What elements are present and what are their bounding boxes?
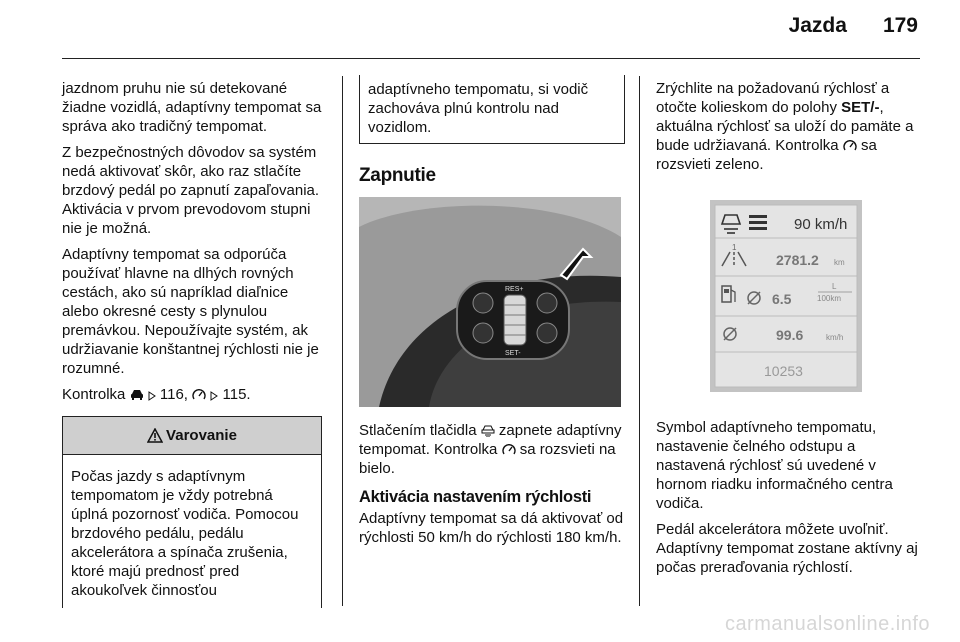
chapter-title: Jazda xyxy=(788,14,847,37)
warning-box-continued: adaptívneho tempomatu, si vodič zachováva plnú kontrolu nad vozidlom. xyxy=(359,75,625,144)
page-header xyxy=(789,14,918,38)
watermark: carmanualsonline.info xyxy=(724,613,930,635)
paragraph: Z bezpečnostných dôvodov sa systém nedá aktivovať skôr, ako raz stlačíte brzdový pedál po zapnutí zapaľovania. Aktivácia v prvom prevodovom stupni nie je možná. xyxy=(62,144,320,237)
warning-triangle-icon xyxy=(147,428,163,443)
paragraph: Zrýchlite na požadovanú rýchlosť a otočte kolieskom do polohy SET/-, aktuálna rýchlosť sa uloží do pamäte a bude udržiavaná. Kontrolka sa rozsvieti zeleno. xyxy=(656,80,914,173)
column-2 xyxy=(359,75,624,554)
indicator-reference: Kontrolka 116, 115. xyxy=(62,386,251,403)
odometer-value: 10253 xyxy=(764,363,803,379)
trip-distance-unit: km xyxy=(834,258,845,267)
average-speed-unit: km/h xyxy=(826,333,844,342)
set-speed-value: 90 km/h xyxy=(794,216,848,233)
section-heading: Aktivácia nastavením rýchlosti xyxy=(359,488,592,506)
paragraph: Stlačením tlačidla zapnete adaptívny tempomat. Kontrolka sa rozsvieti na bielo. xyxy=(359,422,622,477)
paragraph: Pedál akcelerátora môžete uvoľniť. Adaptívny tempomat zostane aktívny aj počas preraďovania rýchlostí. xyxy=(656,521,918,576)
warning-box xyxy=(62,416,322,608)
column-3 xyxy=(656,79,922,584)
page-ref-arrow-icon xyxy=(148,391,156,401)
column-divider-1 xyxy=(342,76,343,606)
set-label: SET- xyxy=(505,350,521,357)
paragraph: jazdnom pruhu nie sú detekované žiadne vozidlá, adaptívny tempomat sa správa ako tradičný tempomat. xyxy=(62,80,322,135)
paragraph: Symbol adaptívneho tempomatu, nastavenie čelného odstupu a nastavená rýchlosť sú uvedené v hornom riadku informačného centra vodiča. xyxy=(656,419,893,512)
warning-header: Varovanie xyxy=(63,417,321,455)
trip-distance: 2781.2 xyxy=(776,252,819,268)
average-speed: 99.6 xyxy=(776,327,804,343)
warning-text: Počas jazdy s adaptívnym tempomatom je vždy potrebná úplná pozornosť vodiča. Pomocou brzdového pedálu, pedálu akcelerátora a spínača zrušenia, ktoré majú prednosť pred akoukoľvek činnosťou xyxy=(71,468,299,599)
page-ref-arrow-icon xyxy=(210,391,218,401)
fuel-consumption: 6.5 xyxy=(772,291,792,307)
consumption-unit-bottom: 100km xyxy=(817,294,842,303)
cruise-control-icon xyxy=(843,140,857,152)
res-label: RES+ xyxy=(505,286,524,293)
section-heading: Zapnutie xyxy=(359,165,436,186)
cruise-control-icon xyxy=(192,389,206,401)
column-divider-2 xyxy=(639,76,640,606)
steering-wheel-image xyxy=(359,197,621,407)
driver-info-display-image xyxy=(710,200,862,392)
trip-number: 1 xyxy=(732,243,737,252)
following-distance-icon xyxy=(749,215,767,230)
consumption-unit-top: L xyxy=(832,282,837,291)
car-icon xyxy=(130,389,144,401)
header-rule xyxy=(62,58,920,59)
paragraph: Adaptívny tempomat sa odporúča používať hlavne na dlhých rovných cestách, ako sú napríklad diaľnice alebo okresné cesty s plynulou premávkou. Nepoužívajte systém, ak udržiavanie konštantnej rýchlosti nie je rozumné. xyxy=(62,246,319,377)
column-1 xyxy=(62,79,328,608)
cruise-control-icon xyxy=(502,444,516,456)
adaptive-cruise-button-icon xyxy=(481,425,495,437)
page-number: 179 xyxy=(882,14,918,37)
paragraph: Adaptívny tempomat sa dá aktivovať od rýchlosti 50 km/h do rýchlosti 180 km/h. xyxy=(359,510,624,546)
